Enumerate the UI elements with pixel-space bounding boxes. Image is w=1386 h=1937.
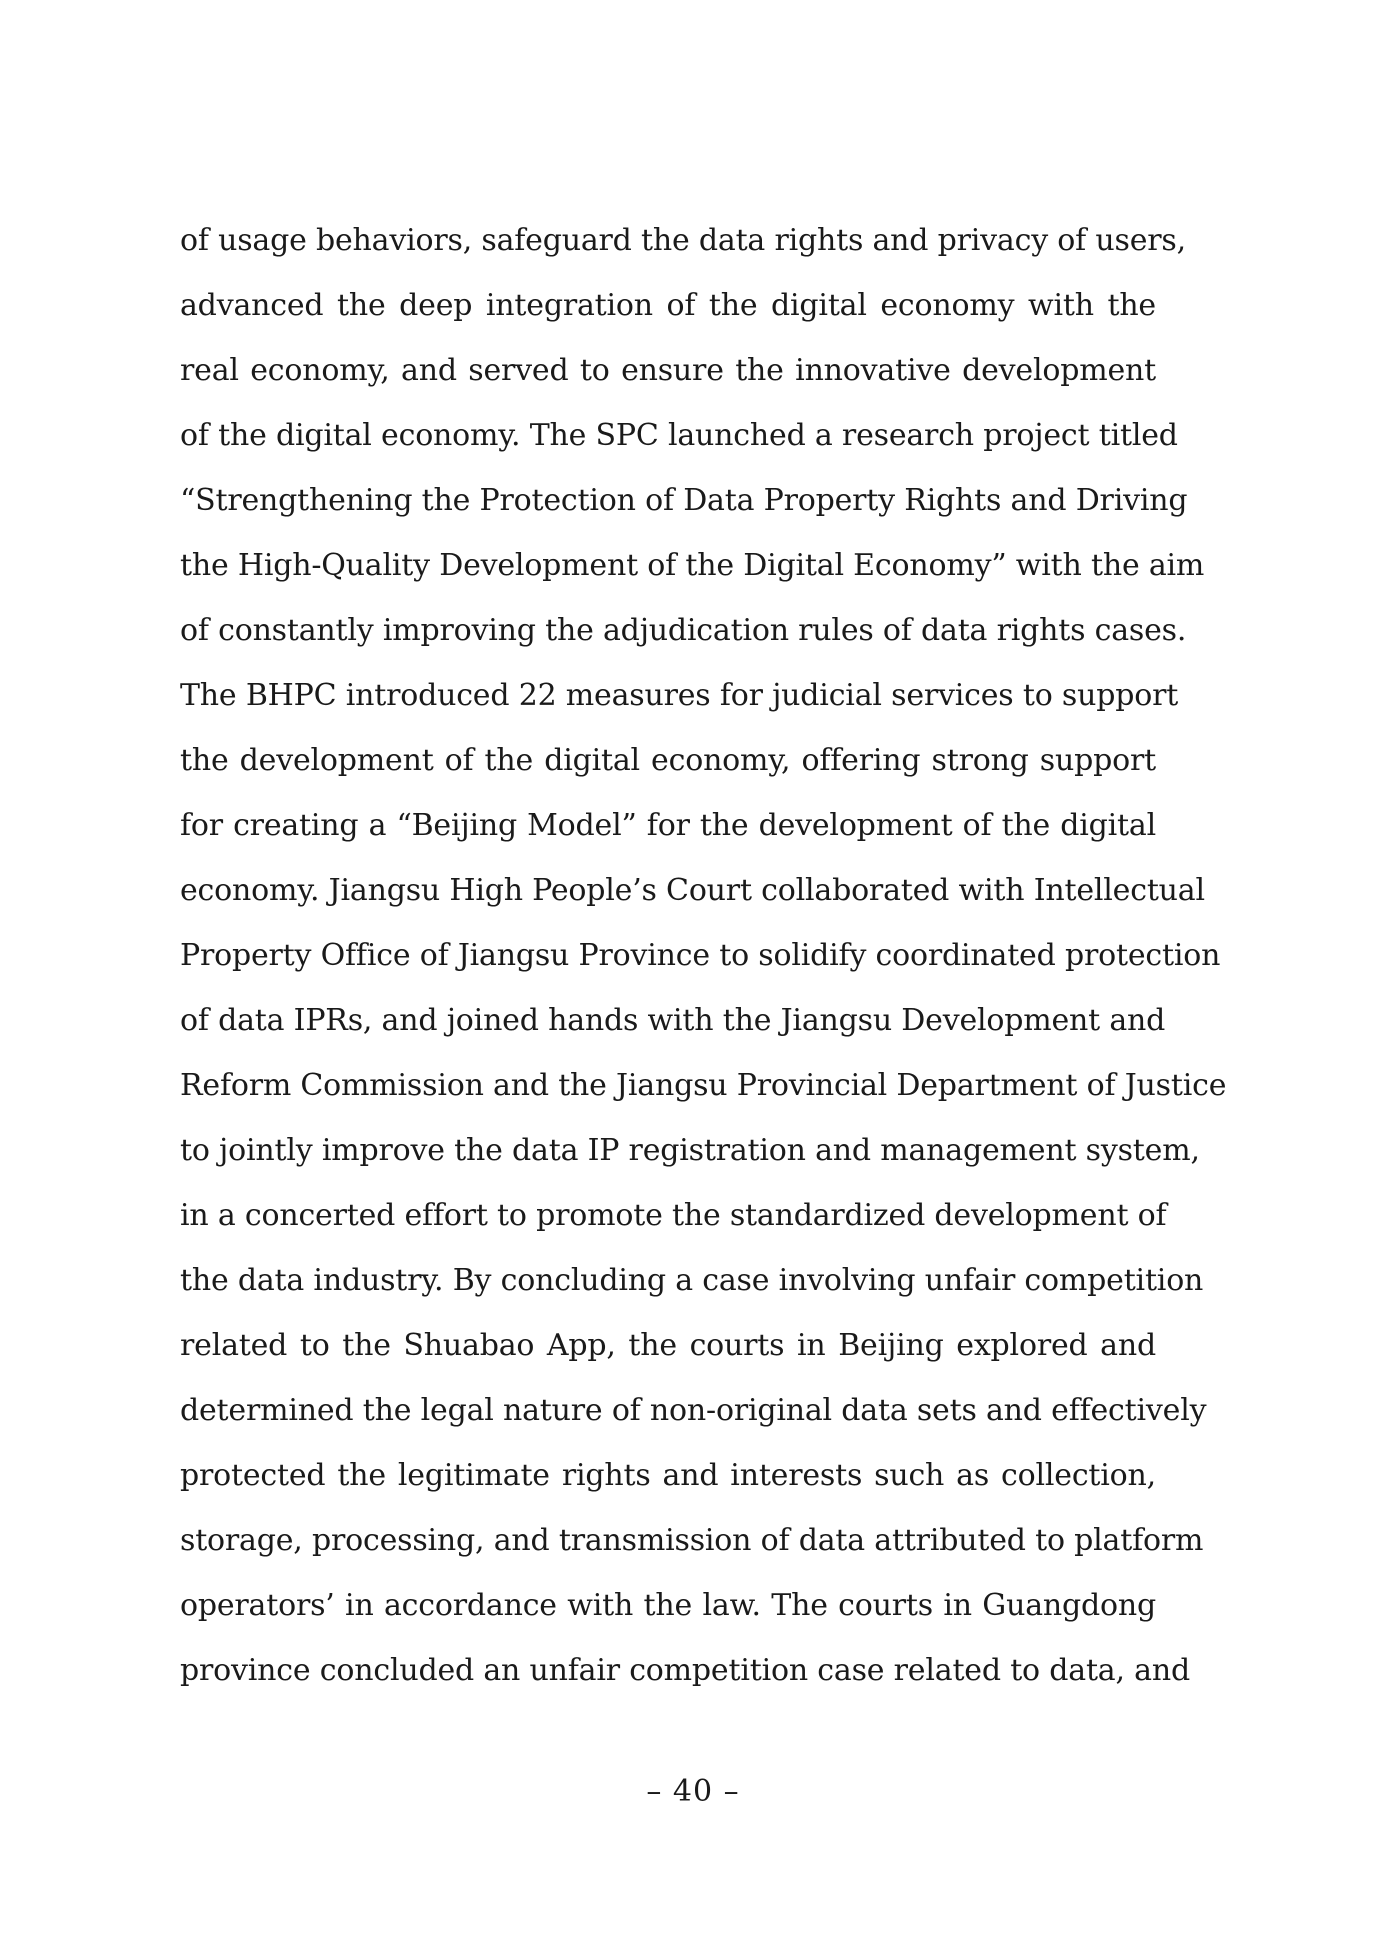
text-line: for creating a “Beijing Model” for the development of the digital (180, 808, 1156, 843)
text-line: advanced the deep integration of the digital economy with the (180, 288, 1156, 323)
text-line: related to the Shuabao App, the courts in Beijing explored and (180, 1328, 1156, 1363)
text-line: operators’ in accordance with the law. The courts in Guangdong (180, 1588, 1156, 1623)
text-line: real economy, and served to ensure the innovative development (180, 353, 1156, 388)
text-line: economy. Jiangsu High People’s Court collaborated with Intellectual (180, 873, 1205, 908)
text-line: of data IPRs, and joined hands with the Jiangsu Development and (180, 1003, 1166, 1038)
text-line: “Strengthening the Protection of Data Property Rights and Driving (180, 483, 1188, 518)
text-line: The BHPC introduced 22 measures for judicial services to support (180, 678, 1179, 713)
text-line: of constantly improving the adjudication rules of data rights cases. (180, 613, 1187, 648)
text-line: determined the legal nature of non-original data sets and effectively (180, 1393, 1207, 1428)
text-line: Reform Commission and the Jiangsu Provincial Department of Justice (180, 1068, 1227, 1103)
text-line: province concluded an unfair competition case related to data, and (180, 1653, 1190, 1688)
text-line: the High-Quality Development of the Digital Economy” with the aim (180, 548, 1205, 583)
text-line: of usage behaviors, safeguard the data rights and privacy of users, (180, 223, 1186, 258)
text-line: of the digital economy. The SPC launched a research project titled (180, 418, 1178, 453)
text-line: the development of the digital economy, offering strong support (180, 743, 1156, 778)
text-line: storage, processing, and transmission of data attributed to platform (180, 1523, 1204, 1558)
page-number: – 40 – (646, 1774, 740, 1809)
text-line: Property Office of Jiangsu Province to solidify coordinated protection (180, 938, 1221, 973)
text-line: the data industry. By concluding a case involving unfair competition (180, 1263, 1204, 1298)
body-text (180, 208, 1227, 1703)
text-line: in a concerted effort to promote the standardized development of (180, 1198, 1167, 1233)
text-line: to jointly improve the data IP registration and management system, (180, 1133, 1200, 1168)
text-line: protected the legitimate rights and interests such as collection, (180, 1458, 1156, 1493)
